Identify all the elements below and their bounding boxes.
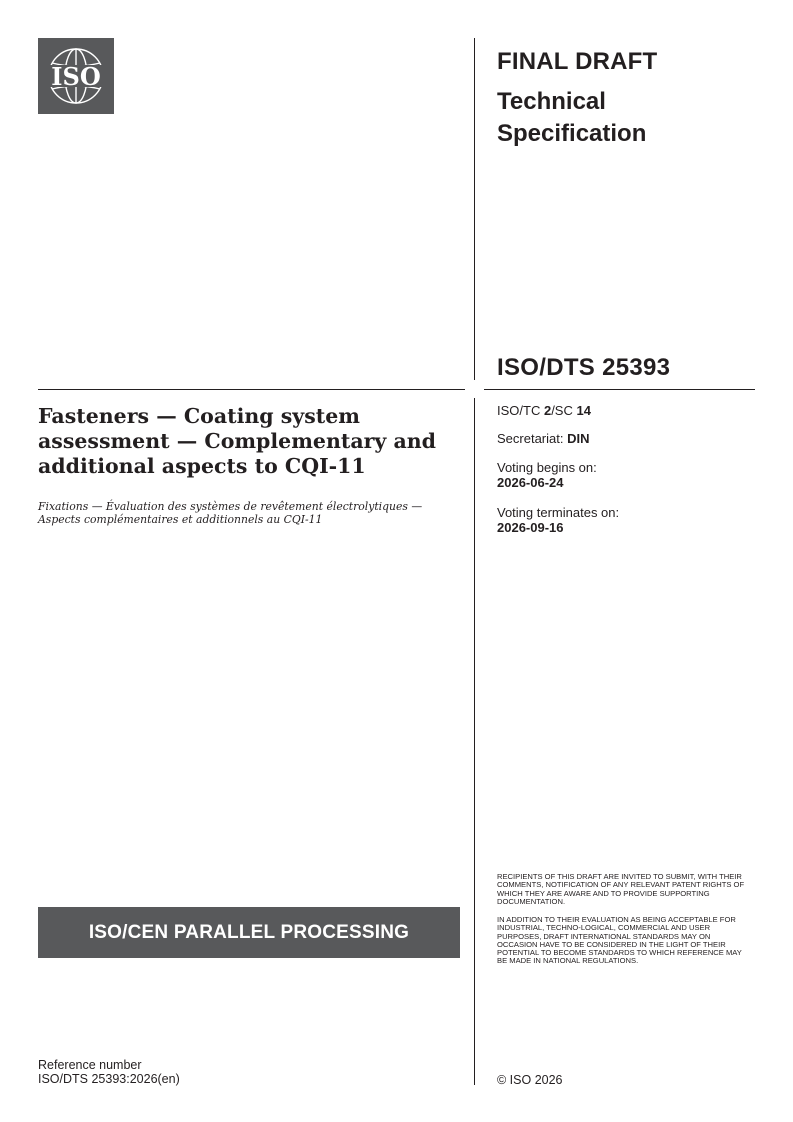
- document-status: FINAL DRAFT: [497, 48, 658, 75]
- voting-begins-label: Voting begins on:: [497, 460, 597, 475]
- iso-logo-text: ISO: [51, 62, 101, 91]
- patent-notice: RECIPIENTS OF THIS DRAFT ARE INVITED TO SUBMIT, WITH THEIR COMMENTS, NOTIFICATION OF ANY RELEVANT PATENT RIGHTS OF WHICH THEY ARE AWARE AND TO PROVIDE SUPPORTING DOCUMENTATION.: [497, 872, 745, 906]
- voting-begins: [497, 460, 597, 490]
- reference-block: [38, 1059, 180, 1086]
- reference-number: ISO/DTS 25393:2026(en): [38, 1071, 180, 1086]
- document-type: Technical Specification: [497, 88, 647, 147]
- parallel-processing-banner: [38, 907, 460, 958]
- iso-globe-icon: [38, 38, 114, 114]
- secretariat: Secretariat: DIN: [497, 431, 590, 446]
- right-rule: [484, 389, 755, 390]
- column-divider-bottom: [474, 398, 475, 1085]
- title-french: Fixations — Évaluation des systèmes de revêtement électrolytiques — Aspects complémentaires et additionnels au CQI-11: [38, 500, 423, 526]
- evaluation-notice: IN ADDITION TO THEIR EVALUATION AS BEING ACCEPTABLE FOR INDUSTRIAL, TECHNO-LOGICAL, COMMERCIAL AND USER PURPOSES, DRAFT INTERNATIONAL STANDARDS MAY ON OCCASION HAVE TO BE CONSIDERED IN THE LIGHT OF THEIR POTENTIAL TO BECOME STANDARDS TO WHICH REFERENCE MAY BE MADE IN NATIONAL REGULATIONS.: [497, 915, 742, 966]
- column-divider-top: [474, 38, 475, 380]
- voting-terminates: [497, 505, 619, 535]
- title-english: Fasteners — Coating system assessment — Complementary and additional aspects to CQI-11: [38, 404, 436, 478]
- voting-terminates-label: Voting terminates on:: [497, 505, 620, 520]
- voting-begins-date: 2026-06-24: [497, 475, 564, 490]
- voting-terminates-date: 2026-09-16: [497, 520, 564, 535]
- committee-reference: ISO/TC 2/SC 14: [497, 403, 591, 418]
- document-number: ISO/DTS 25393: [497, 354, 671, 381]
- iso-logo: [38, 38, 114, 114]
- left-rule: [38, 389, 465, 390]
- banner-text: ISO/CEN PARALLEL PROCESSING: [88, 921, 410, 943]
- copyright: © ISO 2026: [497, 1073, 563, 1087]
- reference-label: Reference number: [38, 1058, 142, 1072]
